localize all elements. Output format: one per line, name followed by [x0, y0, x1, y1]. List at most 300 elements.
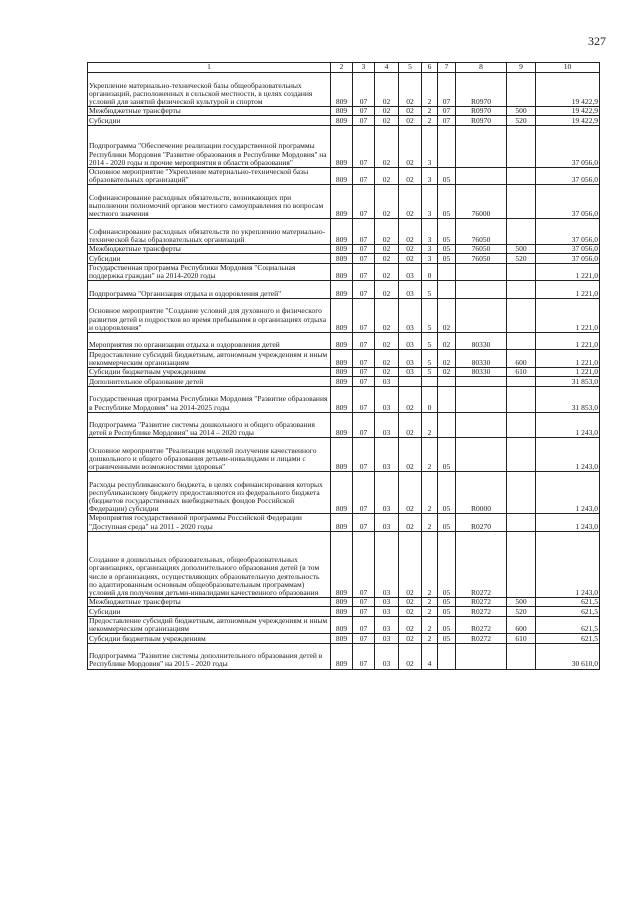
row-code-cell: 05	[438, 254, 456, 264]
table-row	[88, 167, 600, 185]
row-code-cell: 07	[353, 412, 375, 438]
row-code-cell: 02	[399, 167, 422, 185]
row-code-cell: 809	[331, 438, 353, 472]
row-code-cell	[456, 263, 507, 281]
row-code-cell: 07	[353, 607, 375, 617]
row-code-cell: 0	[422, 386, 438, 412]
row-code-cell: 03	[399, 367, 422, 377]
row-code-cell: 1 221,0	[536, 332, 600, 350]
row-code-cell: 1 221,0	[536, 263, 600, 281]
budget-table	[87, 62, 600, 670]
row-code-cell: 03	[375, 412, 399, 438]
row-code-cell: 02	[399, 531, 422, 597]
row-code-cell: 02	[375, 244, 399, 254]
row-name-cell: Софинансирование расходных обязательств по укреплению материально-технической базы образовательных организаций	[88, 219, 331, 245]
row-code-cell	[507, 514, 536, 532]
row-code-cell: 07	[353, 597, 375, 607]
row-code-cell	[456, 281, 507, 299]
row-code-cell: 03	[375, 386, 399, 412]
row-code-cell: 03	[399, 298, 422, 332]
row-name-cell: Подпрограмма "Обеспечение реализации государственной программы Республики Мордовия "Развитие образования в Республике Мордовия" на 2014 - 2020 годы и прочие мероприятия в области образования"	[88, 125, 331, 167]
row-code-cell: 02	[438, 332, 456, 350]
row-code-cell: 07	[353, 116, 375, 126]
row-code-cell: 07	[353, 167, 375, 185]
row-code-cell: 07	[353, 377, 375, 387]
row-code-cell	[507, 298, 536, 332]
row-code-cell: 03	[375, 377, 399, 387]
row-code-cell: 07	[353, 254, 375, 264]
row-code-cell: 02	[438, 298, 456, 332]
row-code-cell: 05	[438, 634, 456, 644]
row-code-cell: 621,5	[536, 634, 600, 644]
row-code-cell: 1 243,0	[536, 412, 600, 438]
row-code-cell	[507, 219, 536, 245]
row-code-cell: 809	[331, 367, 353, 377]
col-header: 4	[375, 63, 399, 73]
row-code-cell: 621,5	[536, 597, 600, 607]
row-code-cell: 80330	[456, 350, 507, 368]
row-name-cell: Основное мероприятие "Создание условий для духовного и физического развития детей и подростков во время пребывания в организациях отдыха и оздоровления"	[88, 298, 331, 332]
row-code-cell: 37 056,0	[536, 167, 600, 185]
row-code-cell: 2	[422, 597, 438, 607]
table-row	[88, 597, 600, 607]
row-code-cell: 02	[399, 514, 422, 532]
page-number: 327	[588, 34, 606, 48]
row-code-cell	[507, 531, 536, 597]
table-row	[88, 106, 600, 116]
table-row	[88, 634, 600, 644]
row-code-cell: 02	[399, 412, 422, 438]
row-code-cell: 19 422,9	[536, 106, 600, 116]
row-code-cell: 76050	[456, 219, 507, 245]
row-code-cell: 03	[375, 607, 399, 617]
row-code-cell	[438, 386, 456, 412]
row-code-cell	[507, 643, 536, 669]
row-code-cell: 621,5	[536, 616, 600, 634]
row-code-cell: 02	[375, 254, 399, 264]
row-code-cell: 05	[438, 185, 456, 219]
row-code-cell: 1 243,0	[536, 472, 600, 514]
row-code-cell: 76000	[456, 185, 507, 219]
row-code-cell: 02	[399, 634, 422, 644]
row-code-cell: 07	[353, 386, 375, 412]
row-name-cell: Межбюджетные трансферты	[88, 106, 331, 116]
row-code-cell: 600	[507, 350, 536, 368]
row-code-cell: 05	[438, 244, 456, 254]
row-code-cell: R0272	[456, 597, 507, 607]
row-code-cell: 621,5	[536, 607, 600, 617]
row-code-cell: 02	[375, 263, 399, 281]
table-row	[88, 377, 600, 387]
row-code-cell: 05	[438, 167, 456, 185]
row-code-cell: 37 056,0	[536, 219, 600, 245]
row-code-cell: R0272	[456, 531, 507, 597]
row-code-cell	[456, 167, 507, 185]
row-code-cell: 809	[331, 73, 353, 107]
table-row	[88, 607, 600, 617]
table-row	[88, 254, 600, 264]
row-code-cell: 809	[331, 350, 353, 368]
table-row	[88, 386, 600, 412]
row-code-cell: 31 853,0	[536, 377, 600, 387]
row-code-cell: 2	[422, 73, 438, 107]
row-code-cell: 809	[331, 634, 353, 644]
col-header: 10	[536, 63, 600, 73]
row-code-cell: 02	[375, 125, 399, 167]
row-code-cell	[507, 386, 536, 412]
row-code-cell: 07	[353, 185, 375, 219]
row-code-cell: 809	[331, 219, 353, 245]
table-row	[88, 332, 600, 350]
row-code-cell: 02	[438, 350, 456, 368]
row-code-cell: 07	[353, 643, 375, 669]
table-row	[88, 116, 600, 126]
table-row	[88, 367, 600, 377]
row-code-cell	[438, 412, 456, 438]
row-name-cell: Межбюджетные трансферты	[88, 597, 331, 607]
row-code-cell: 07	[353, 244, 375, 254]
col-header: 3	[353, 63, 375, 73]
row-name-cell: Предоставление субсидий бюджетным, автономным учреждениям и иным некоммерческим организациям	[88, 350, 331, 368]
row-name-cell: Межбюджетные трансферты	[88, 244, 331, 254]
row-code-cell: 02	[399, 607, 422, 617]
row-code-cell: 30 610,0	[536, 643, 600, 669]
row-code-cell: R0272	[456, 616, 507, 634]
row-name-cell: Подпрограмма "Развитие системы дополнительного образования детей в Республике Мордовия" на 2015 - 2020 годы	[88, 643, 331, 669]
row-name-cell: Субсидии	[88, 116, 331, 126]
row-code-cell: 2	[422, 616, 438, 634]
row-code-cell: 809	[331, 254, 353, 264]
row-code-cell: 02	[399, 472, 422, 514]
row-code-cell: 76050	[456, 254, 507, 264]
row-code-cell	[507, 125, 536, 167]
table-row	[88, 643, 600, 669]
row-code-cell: 03	[375, 643, 399, 669]
row-name-cell: Субсидии	[88, 254, 331, 264]
row-code-cell: 610	[507, 367, 536, 377]
row-code-cell: 1 221,0	[536, 350, 600, 368]
row-code-cell: 02	[375, 219, 399, 245]
row-code-cell: 1 221,0	[536, 298, 600, 332]
row-code-cell: 07	[353, 125, 375, 167]
row-name-cell: Предоставление субсидий бюджетным, автономным учреждениям и иным некоммерческим организациям	[88, 616, 331, 634]
row-code-cell	[438, 263, 456, 281]
row-code-cell: 03	[375, 514, 399, 532]
row-code-cell: 2	[422, 116, 438, 126]
row-code-cell: R0970	[456, 116, 507, 126]
row-code-cell: 07	[353, 514, 375, 532]
row-code-cell	[456, 377, 507, 387]
row-code-cell	[456, 412, 507, 438]
row-name-cell: Создание в дошкольных образовательных, общеобразовательных организациях, организациях дополнительного образования детей (в том числе в организациях, осуществляющих образовательную деятельность по адаптированным основным общеобразовательным программам) условий для получения детьми-инвалидами качественного образования	[88, 531, 331, 597]
row-code-cell	[507, 472, 536, 514]
row-code-cell: 3	[422, 254, 438, 264]
row-code-cell: 02	[399, 73, 422, 107]
row-code-cell: 520	[507, 607, 536, 617]
row-code-cell: R0272	[456, 634, 507, 644]
row-code-cell: 07	[438, 73, 456, 107]
row-code-cell: 809	[331, 332, 353, 350]
table-row	[88, 531, 600, 597]
row-code-cell: 37 056,0	[536, 125, 600, 167]
row-code-cell: 02	[375, 281, 399, 299]
row-code-cell: 2	[422, 531, 438, 597]
row-code-cell: 520	[507, 254, 536, 264]
col-header: 2	[331, 63, 353, 73]
row-code-cell: 809	[331, 125, 353, 167]
row-code-cell: 5	[422, 281, 438, 299]
row-name-cell: Расходы республиканского бюджета, в целях софинансирования которых республиканскому бюджету предоставляются из федерального бюджета (бюджетов государственных внебюджетных фондов Российской Федерации) субсидии	[88, 472, 331, 514]
row-code-cell: 03	[375, 472, 399, 514]
row-code-cell: 500	[507, 244, 536, 254]
row-name-cell: Мероприятия государственной программы Российской Федерации "Доступная среда" на 2011 - 2020 годы	[88, 514, 331, 532]
row-code-cell: 03	[399, 263, 422, 281]
row-code-cell: 520	[507, 116, 536, 126]
row-code-cell: 809	[331, 386, 353, 412]
row-code-cell: 07	[353, 367, 375, 377]
row-code-cell	[422, 377, 438, 387]
row-code-cell: 05	[438, 597, 456, 607]
row-code-cell: 809	[331, 244, 353, 254]
table-row	[88, 244, 600, 254]
row-code-cell: 07	[353, 281, 375, 299]
col-header: 6	[422, 63, 438, 73]
row-code-cell: 1 221,0	[536, 281, 600, 299]
row-code-cell: 02	[399, 125, 422, 167]
row-code-cell: 02	[438, 367, 456, 377]
row-code-cell: 2	[422, 472, 438, 514]
col-header: 1	[88, 63, 331, 73]
row-code-cell: 500	[507, 106, 536, 116]
row-code-cell	[507, 185, 536, 219]
row-code-cell: 809	[331, 167, 353, 185]
row-code-cell: 02	[399, 616, 422, 634]
row-code-cell: 07	[353, 616, 375, 634]
row-code-cell: 05	[438, 514, 456, 532]
row-code-cell: 500	[507, 597, 536, 607]
table-row	[88, 298, 600, 332]
row-code-cell: R0270	[456, 514, 507, 532]
row-code-cell: 02	[375, 298, 399, 332]
row-code-cell: 809	[331, 531, 353, 597]
row-code-cell: 19 422,9	[536, 73, 600, 107]
row-name-cell: Субсидии бюджетным учреждениям	[88, 634, 331, 644]
row-code-cell: 07	[353, 350, 375, 368]
row-code-cell: 809	[331, 514, 353, 532]
row-code-cell	[507, 263, 536, 281]
row-code-cell: 02	[399, 185, 422, 219]
row-code-cell: 07	[353, 106, 375, 116]
row-name-cell: Дополнительное образование детей	[88, 377, 331, 387]
row-code-cell	[456, 386, 507, 412]
row-code-cell: 02	[399, 116, 422, 126]
row-code-cell: 02	[375, 106, 399, 116]
row-name-cell: Укрепление материально-технической базы общеобразовательных организаций, расположенных в сельской местности, в целях создания условий для занятий физической культурой и спортом	[88, 73, 331, 107]
table-body	[88, 73, 600, 670]
row-code-cell: 31 853,0	[536, 386, 600, 412]
row-code-cell: 1 221,0	[536, 367, 600, 377]
row-code-cell: 3	[422, 185, 438, 219]
row-name-cell: Государственная программа Республики Мордовия "Социальная поддержка граждан" на 2014-2020 годы	[88, 263, 331, 281]
row-code-cell: 2	[422, 106, 438, 116]
row-code-cell: 37 056,0	[536, 254, 600, 264]
row-code-cell	[456, 298, 507, 332]
table-row	[88, 281, 600, 299]
row-code-cell: 07	[353, 332, 375, 350]
row-code-cell	[507, 281, 536, 299]
row-code-cell: 05	[438, 438, 456, 472]
row-code-cell: 03	[375, 616, 399, 634]
row-code-cell	[438, 281, 456, 299]
row-code-cell: 809	[331, 607, 353, 617]
row-code-cell: 809	[331, 116, 353, 126]
row-code-cell: 02	[375, 73, 399, 107]
row-code-cell: 809	[331, 616, 353, 634]
row-code-cell: R0272	[456, 607, 507, 617]
row-code-cell: 05	[438, 616, 456, 634]
row-code-cell	[438, 125, 456, 167]
row-code-cell: 809	[331, 106, 353, 116]
table-row	[88, 514, 600, 532]
row-code-cell: 809	[331, 412, 353, 438]
table-row	[88, 412, 600, 438]
row-code-cell	[456, 643, 507, 669]
row-code-cell: 02	[375, 167, 399, 185]
row-code-cell: 76050	[456, 244, 507, 254]
row-code-cell: 5	[422, 298, 438, 332]
row-code-cell: 05	[438, 607, 456, 617]
row-code-cell: 610	[507, 634, 536, 644]
row-code-cell: 05	[438, 472, 456, 514]
row-code-cell: 07	[353, 472, 375, 514]
row-code-cell: 5	[422, 350, 438, 368]
row-code-cell	[438, 377, 456, 387]
row-code-cell: R0970	[456, 73, 507, 107]
row-name-cell: Основное мероприятие "Реализация моделей получения качественного дошкольного и общего образования детьми-инвалидами и лицами с ограниченными возможностями здоровья"	[88, 438, 331, 472]
row-code-cell: 80330	[456, 367, 507, 377]
col-header: 7	[438, 63, 456, 73]
row-code-cell: 809	[331, 281, 353, 299]
row-code-cell: 02	[399, 254, 422, 264]
row-code-cell: 3	[422, 125, 438, 167]
row-code-cell: 03	[375, 634, 399, 644]
row-code-cell: 03	[375, 438, 399, 472]
row-name-cell: Основное мероприятие "Укрепление материально-технической базы образовательных организаций"	[88, 167, 331, 185]
row-code-cell: 37 056,0	[536, 244, 600, 254]
table-row	[88, 472, 600, 514]
header-row	[88, 63, 600, 73]
row-code-cell: 2	[422, 607, 438, 617]
row-code-cell	[456, 438, 507, 472]
row-code-cell: 07	[353, 298, 375, 332]
table-row	[88, 219, 600, 245]
row-code-cell: 02	[399, 438, 422, 472]
table-row	[88, 438, 600, 472]
row-code-cell: 07	[353, 219, 375, 245]
table-row	[88, 350, 600, 368]
row-code-cell: 07	[353, 634, 375, 644]
row-code-cell: 02	[399, 244, 422, 254]
row-code-cell: 809	[331, 377, 353, 387]
row-code-cell: 19 422,9	[536, 116, 600, 126]
table-row	[88, 263, 600, 281]
row-code-cell: R0000	[456, 472, 507, 514]
row-code-cell: 809	[331, 263, 353, 281]
table-row	[88, 125, 600, 167]
row-name-cell: Софинансирование расходных обязательств, возникающих при выполнении полномочий органов местного самоуправления по вопросам местного значения	[88, 185, 331, 219]
row-code-cell	[456, 125, 507, 167]
row-code-cell: 80330	[456, 332, 507, 350]
row-code-cell	[507, 412, 536, 438]
row-code-cell: 809	[331, 298, 353, 332]
row-code-cell: 03	[375, 597, 399, 607]
row-code-cell: 02	[375, 116, 399, 126]
row-code-cell: 600	[507, 616, 536, 634]
col-header: 5	[399, 63, 422, 73]
row-code-cell: 02	[375, 332, 399, 350]
row-code-cell: 1 243,0	[536, 438, 600, 472]
table-row	[88, 185, 600, 219]
row-code-cell: 2	[422, 514, 438, 532]
row-name-cell: Подпрограмма "Развитие системы дошкольного и общего образования детей в Республике Мордовия" на 2014 – 2020 годы	[88, 412, 331, 438]
row-code-cell: 02	[375, 367, 399, 377]
row-code-cell: 2	[422, 438, 438, 472]
row-code-cell: 02	[399, 386, 422, 412]
row-code-cell: 07	[353, 438, 375, 472]
row-code-cell: 5	[422, 367, 438, 377]
row-code-cell: 03	[399, 350, 422, 368]
row-code-cell: 1 243,0	[536, 531, 600, 597]
row-code-cell: 02	[375, 185, 399, 219]
col-header: 8	[456, 63, 507, 73]
row-code-cell: 07	[353, 263, 375, 281]
row-code-cell: 07	[438, 116, 456, 126]
row-code-cell	[438, 643, 456, 669]
row-code-cell	[507, 167, 536, 185]
row-code-cell: 3	[422, 167, 438, 185]
row-code-cell: 3	[422, 244, 438, 254]
row-code-cell: 2	[422, 634, 438, 644]
col-header: 9	[507, 63, 536, 73]
row-code-cell: 809	[331, 185, 353, 219]
row-code-cell: 4	[422, 643, 438, 669]
row-code-cell: 07	[438, 106, 456, 116]
row-code-cell	[507, 438, 536, 472]
row-code-cell: 2	[422, 412, 438, 438]
row-code-cell: 5	[422, 332, 438, 350]
row-code-cell: 02	[375, 350, 399, 368]
row-code-cell: 809	[331, 643, 353, 669]
row-code-cell: 05	[438, 219, 456, 245]
row-name-cell: Субсидии бюджетным учреждениям	[88, 367, 331, 377]
row-code-cell: 0	[422, 263, 438, 281]
row-code-cell: 03	[399, 281, 422, 299]
row-name-cell: Государственная программа Республики Мордовия "Развитие образования в Республике Мордовия" на 2014-2025 годы	[88, 386, 331, 412]
row-code-cell	[507, 377, 536, 387]
row-code-cell: 02	[399, 643, 422, 669]
row-name-cell: Мероприятия по организации отдыха и оздоровления детей	[88, 332, 331, 350]
row-code-cell: 809	[331, 597, 353, 607]
row-code-cell: 07	[353, 531, 375, 597]
table-row	[88, 616, 600, 634]
row-code-cell: 1 243,0	[536, 514, 600, 532]
row-code-cell: 03	[375, 531, 399, 597]
row-code-cell: 02	[399, 219, 422, 245]
row-code-cell: 37 056,0	[536, 185, 600, 219]
table-row	[88, 73, 600, 107]
row-name-cell: Субсидии	[88, 607, 331, 617]
row-code-cell	[399, 377, 422, 387]
